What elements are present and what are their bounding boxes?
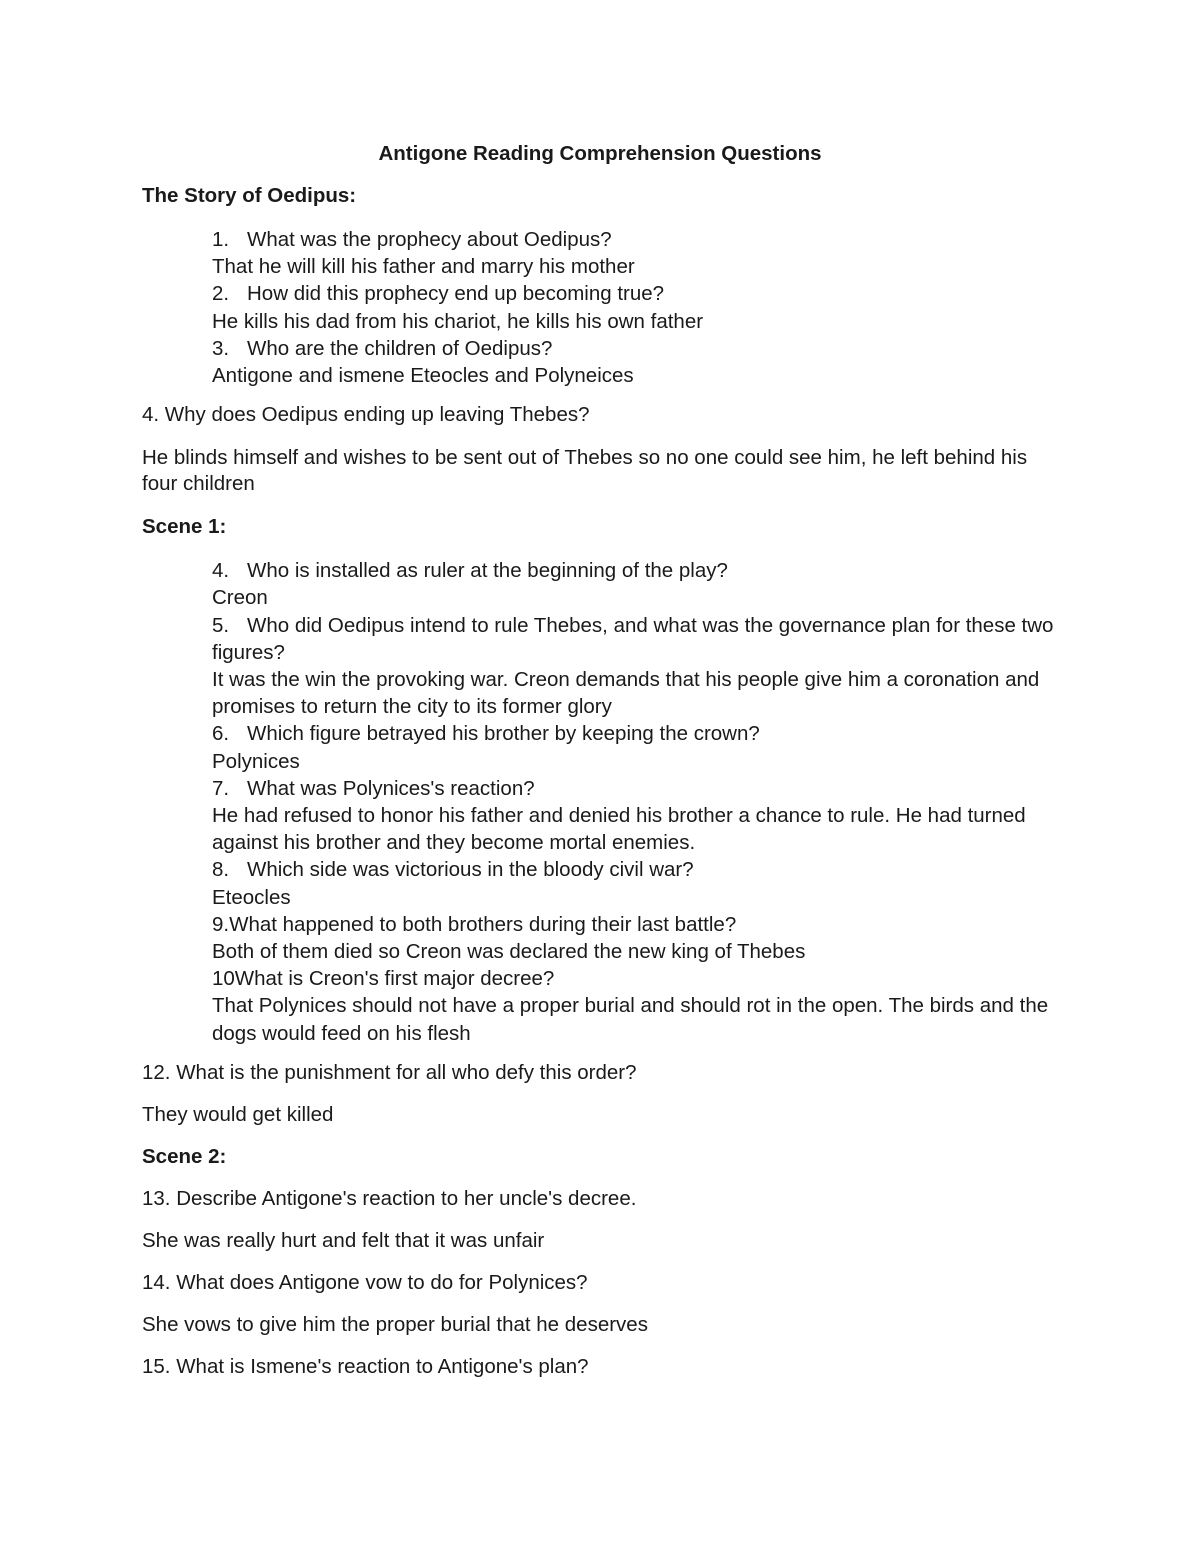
question-1 (212, 226, 1062, 253)
answer-12: They would get killed (142, 1102, 334, 1126)
answer-8: Eteocles (212, 885, 291, 909)
question-text: Which figure betrayed his brother by keeping the crown? (247, 722, 760, 746)
section-heading-scene-1: Scene 1: (142, 515, 227, 539)
question-7 (212, 775, 1062, 802)
answer-1: That he will kill his father and marry his mother (212, 255, 635, 279)
answer-2: He kills his dad from his chariot, he kills his own father (212, 309, 704, 333)
question-3 (212, 335, 1062, 362)
question-9: 9.What happened to both brothers during their last battle? (212, 912, 737, 936)
answer-9: Both of them died so Creon was declared the new king of Thebes (212, 940, 806, 964)
answer-5: It was the win the provoking war. Creon demands that his people give him a coronation and promises to return the city to its former glory (212, 668, 1040, 719)
question-number: 6. (212, 722, 230, 746)
question-text: Which side was victorious in the bloody civil war? (247, 858, 694, 882)
section-heading-scene-2: Scene 2: (142, 1144, 227, 1168)
answer-4-oedipus: He blinds himself and wishes to be sent out of Thebes so no one could see him, he left behind his four children (142, 446, 1028, 496)
question-number: 2. (212, 282, 230, 306)
question-number: 8. (212, 858, 230, 882)
document-body (142, 184, 1062, 1397)
answer-3: Antigone and ismene Eteocles and Polyneices (212, 364, 634, 388)
question-text: What was Polynices's reaction? (247, 776, 535, 800)
answer-4: Creon (212, 586, 268, 610)
question-10: 10What is Creon's first major decree? (212, 967, 555, 991)
question-number: 4. (212, 559, 230, 583)
answer-10: That Polynices should not have a proper burial and should rot in the open. The birds and the dogs would feed on his flesh (212, 994, 1049, 1045)
answer-13: She was really hurt and felt that it was unfair (142, 1228, 545, 1252)
question-5 (212, 612, 1062, 666)
question-text: Who did Oedipus intend to rule Thebes, and what was the governance plan for these two figures? (212, 613, 1054, 664)
question-2 (212, 280, 1062, 307)
question-12: 12. What is the punishment for all who defy this order? (142, 1060, 637, 1084)
oedipus-question-list (212, 226, 1062, 389)
answer-7: He had refused to honor his father and denied his brother a chance to rule. He had turned against his brother and they become mortal enemies. (212, 804, 1026, 855)
question-number: 7. (212, 776, 230, 800)
question-text: How did this prophecy end up becoming true? (247, 282, 665, 306)
question-14: 14. What does Antigone vow to do for Polynices? (142, 1270, 588, 1294)
question-6 (212, 720, 1062, 747)
question-13: 13. Describe Antigone's reaction to her uncle's decree. (142, 1186, 637, 1210)
section-heading-oedipus: The Story of Oedipus: (142, 184, 357, 207)
question-text: Who are the children of Oedipus? (247, 336, 553, 360)
question-text: What was the prophecy about Oedipus? (247, 228, 612, 251)
question-4 (212, 557, 1062, 584)
answer-6: Polynices (212, 749, 300, 773)
scene1-question-list (212, 557, 1062, 1047)
question-text: Who is installed as ruler at the beginning of the play? (247, 559, 728, 583)
question-number: 3. (212, 336, 230, 360)
question-number: 1. (212, 228, 230, 251)
question-15: 15. What is Ismene's reaction to Antigone's plan? (142, 1354, 589, 1378)
question-8 (212, 856, 1062, 883)
answer-14: She vows to give him the proper burial that he deserves (142, 1312, 648, 1336)
question-4-oedipus: 4. Why does Oedipus ending up leaving Thebes? (142, 403, 590, 427)
question-number: 5. (212, 613, 230, 637)
page-title: Antigone Reading Comprehension Questions (378, 142, 822, 165)
